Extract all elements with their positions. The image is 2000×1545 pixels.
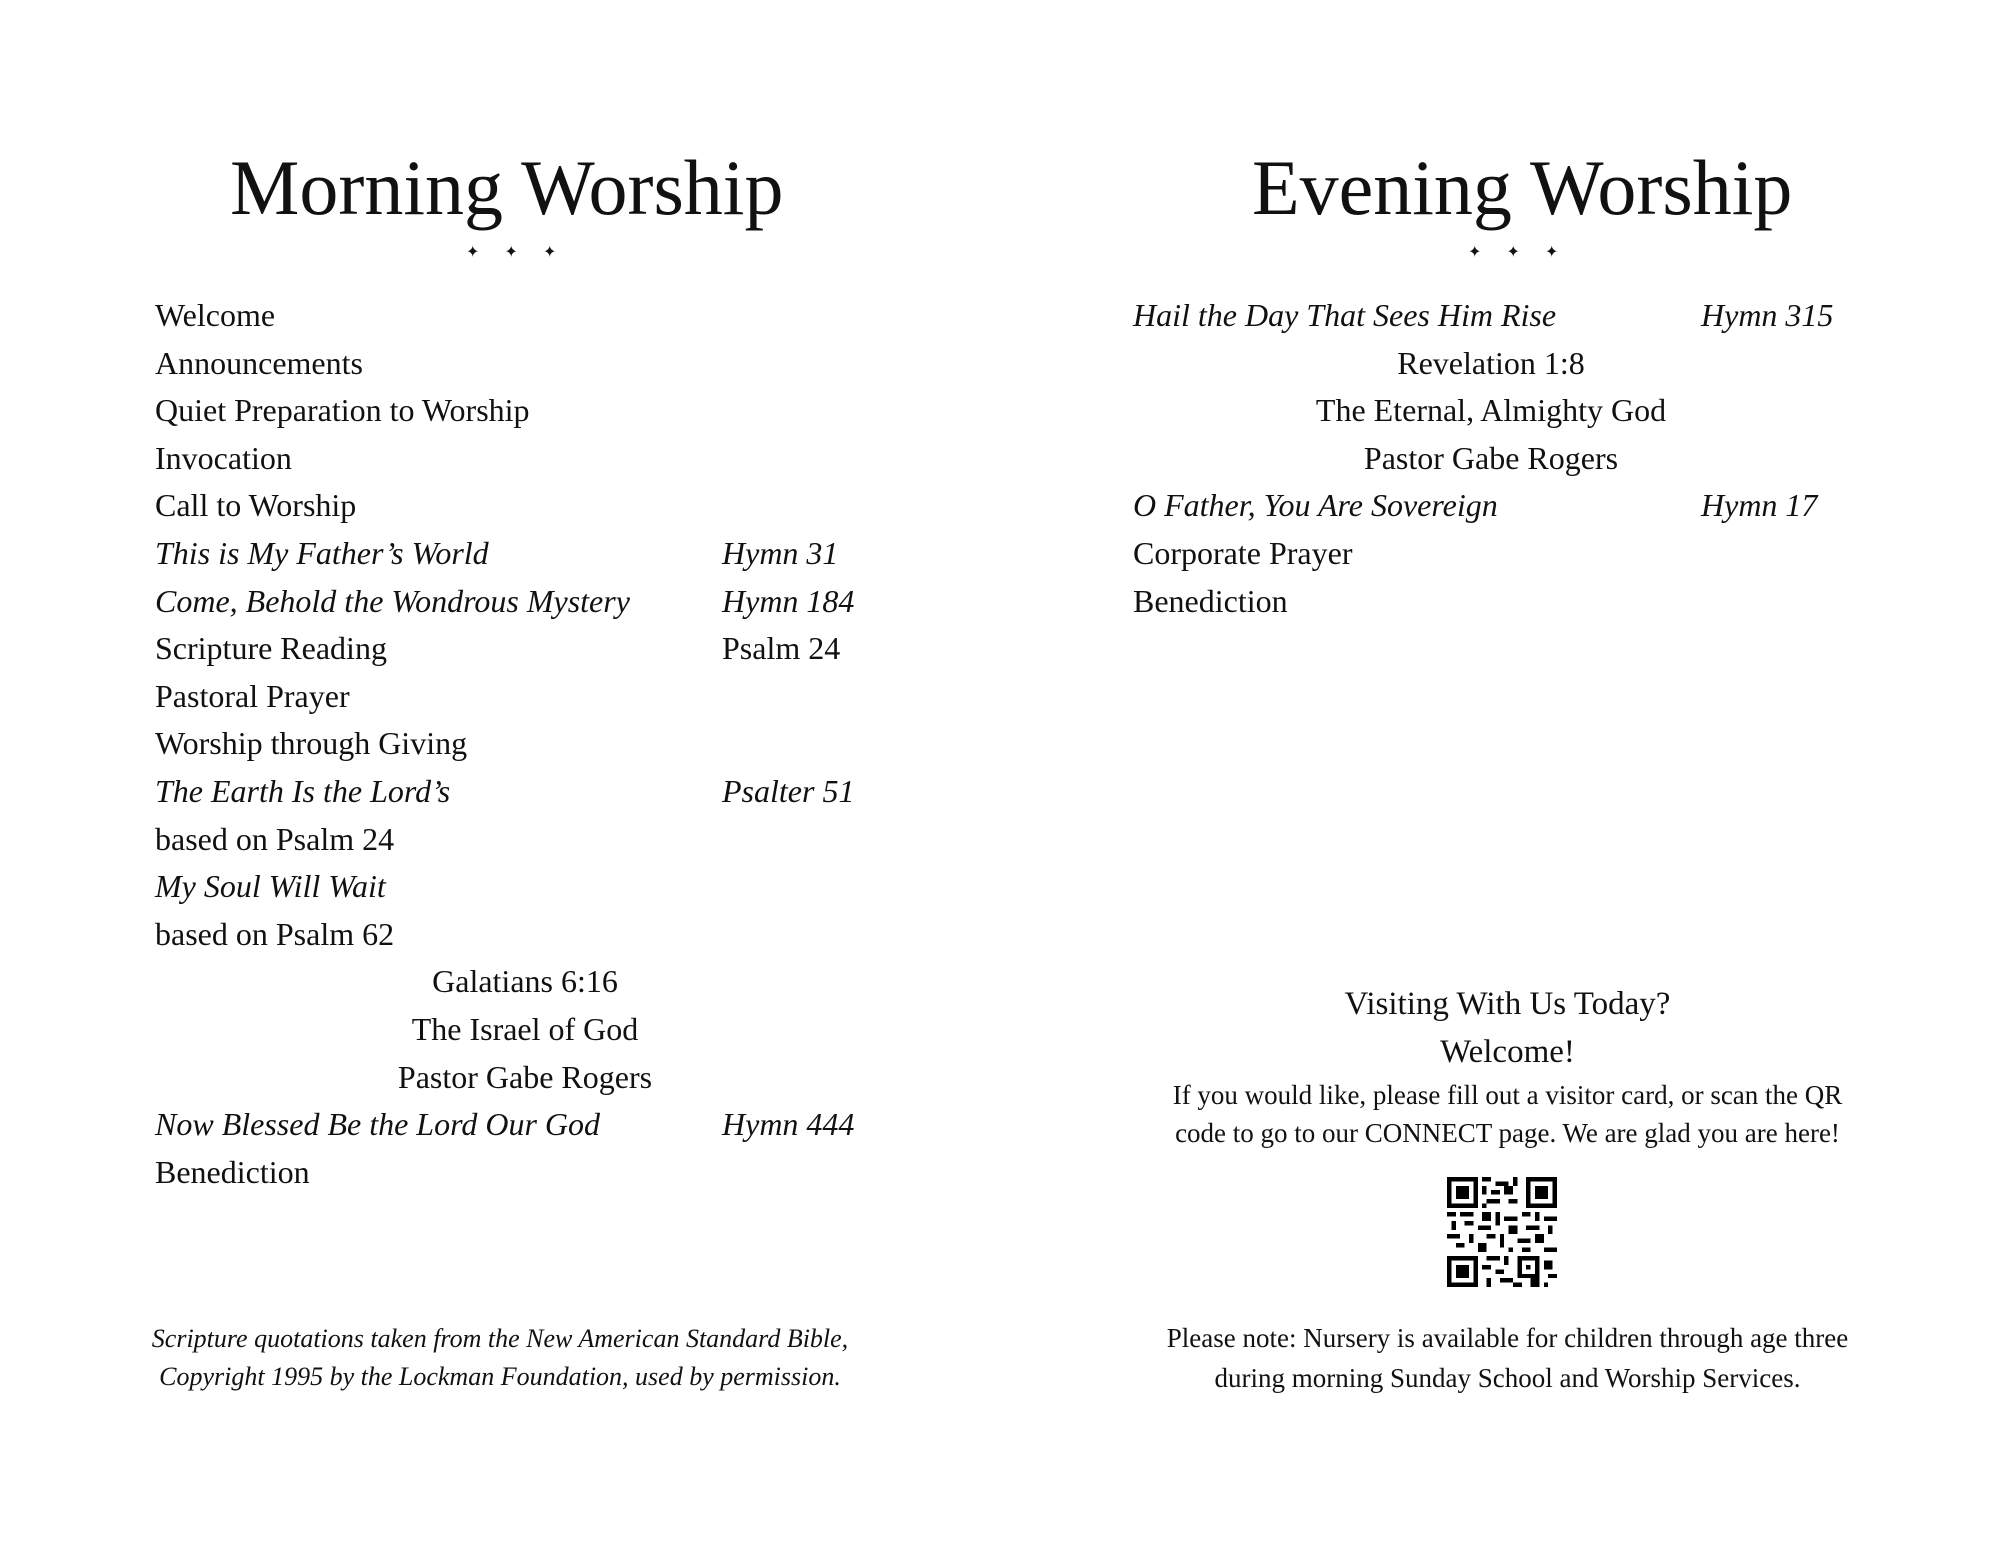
hymn-title: O Father, You Are Sovereign: [1133, 487, 1498, 524]
hymn-number: Hymn 315: [1701, 297, 1834, 333]
order-item-benediction: Benediction: [155, 1153, 310, 1190]
morning-ornament-icon: ✦ ✦ ✦: [466, 242, 567, 261]
order-item-hymn-hail-the-day: [1133, 292, 1853, 340]
morning-order-of-service: [155, 292, 865, 1196]
nursery-notice: Please note: Nursery is available for children through age three during morning Sunday School and Worship Services.: [1166, 1323, 1849, 1393]
sermon-text: Galatians 6:16: [432, 963, 618, 1000]
order-item-corporate-prayer: Corporate Prayer: [1133, 534, 1353, 571]
visitor-welcome-text: Welcome!: [1440, 1034, 1575, 1070]
order-item-announcements: Announcements: [155, 344, 363, 381]
scripture-reference: Psalm 24: [722, 630, 841, 667]
order-item-call-to-worship: Call to Worship: [155, 487, 357, 524]
hymn-title: Come, Behold the Wondrous Mystery: [155, 582, 630, 619]
hymn-number: Hymn 444: [722, 1106, 855, 1143]
psalter-number: Psalter 51: [722, 772, 855, 809]
qr-code-icon[interactable]: [1447, 1177, 1557, 1287]
order-item-based-on-psalm-62: based on Psalm 62: [155, 915, 395, 952]
psalter-title: The Earth Is the Lord’s: [155, 772, 451, 809]
order-item-psalter-earth: [155, 768, 865, 816]
evening-title: Evening Worship: [1252, 144, 1793, 231]
sermon-preacher: Pastor Gabe Rogers: [397, 1058, 653, 1095]
hymn-number: Hymn 17: [1701, 487, 1818, 524]
evening-ornament-icon: ✦ ✦ ✦: [1468, 242, 1569, 261]
hymn-number: Hymn 31: [722, 534, 839, 571]
evening-worship-panel: [1000, 0, 2000, 1545]
order-item-invocation: Invocation: [155, 439, 292, 476]
visitor-welcome: [1140, 980, 1875, 1152]
scripture-copyright-notice: Scripture quotations taken from the New American Standard Bible, Copyright 1995 by the Lockman Foundation, used by permission.: [151, 1324, 849, 1391]
sermon-text: Revelation 1:8: [1397, 344, 1585, 381]
sermon-title: The Eternal, Almighty God: [1315, 392, 1667, 429]
order-item-benediction: Benediction: [1133, 582, 1288, 619]
sermon-title: The Israel of God: [411, 1010, 639, 1047]
order-item-quiet-preparation: Quiet Preparation to Worship: [155, 392, 530, 429]
hymn-title: This is My Father’s World: [155, 534, 489, 571]
order-item-scripture-reading: Scripture Reading Psalm 24: [155, 625, 865, 673]
order-item-based-on-psalm-24: based on Psalm 24: [155, 820, 395, 857]
hymn-number: Hymn 184: [722, 582, 855, 619]
order-item-hymn-now-blessed: [155, 1101, 865, 1149]
sermon-preacher: Pastor Gabe Rogers: [1363, 439, 1619, 476]
order-item-hymn-o-father: [1133, 482, 1853, 530]
visitor-instructions: If you would like, please fill out a visitor card, or scan the QR code to go to our CONNECT page. We are glad you are here!: [1172, 1080, 1843, 1148]
order-item-my-soul-will-wait: My Soul Will Wait: [155, 868, 386, 905]
morning-title: Morning Worship: [230, 144, 784, 231]
hymn-title: Hail the Day That Sees Him Rise: [1133, 297, 1557, 333]
order-item-welcome: Welcome: [155, 297, 276, 333]
hymn-title: Now Blessed Be the Lord Our God: [155, 1106, 601, 1143]
order-item-pastoral-prayer: Pastoral Prayer: [155, 677, 350, 714]
evening-order-of-service: [1133, 292, 1853, 625]
order-item-hymn-fathers-world: [155, 530, 865, 578]
order-item-giving: Worship through Giving: [155, 725, 468, 762]
visitor-heading: Visiting With Us Today?: [1344, 986, 1671, 1022]
order-item-hymn-wondrous-mystery: [155, 578, 865, 626]
